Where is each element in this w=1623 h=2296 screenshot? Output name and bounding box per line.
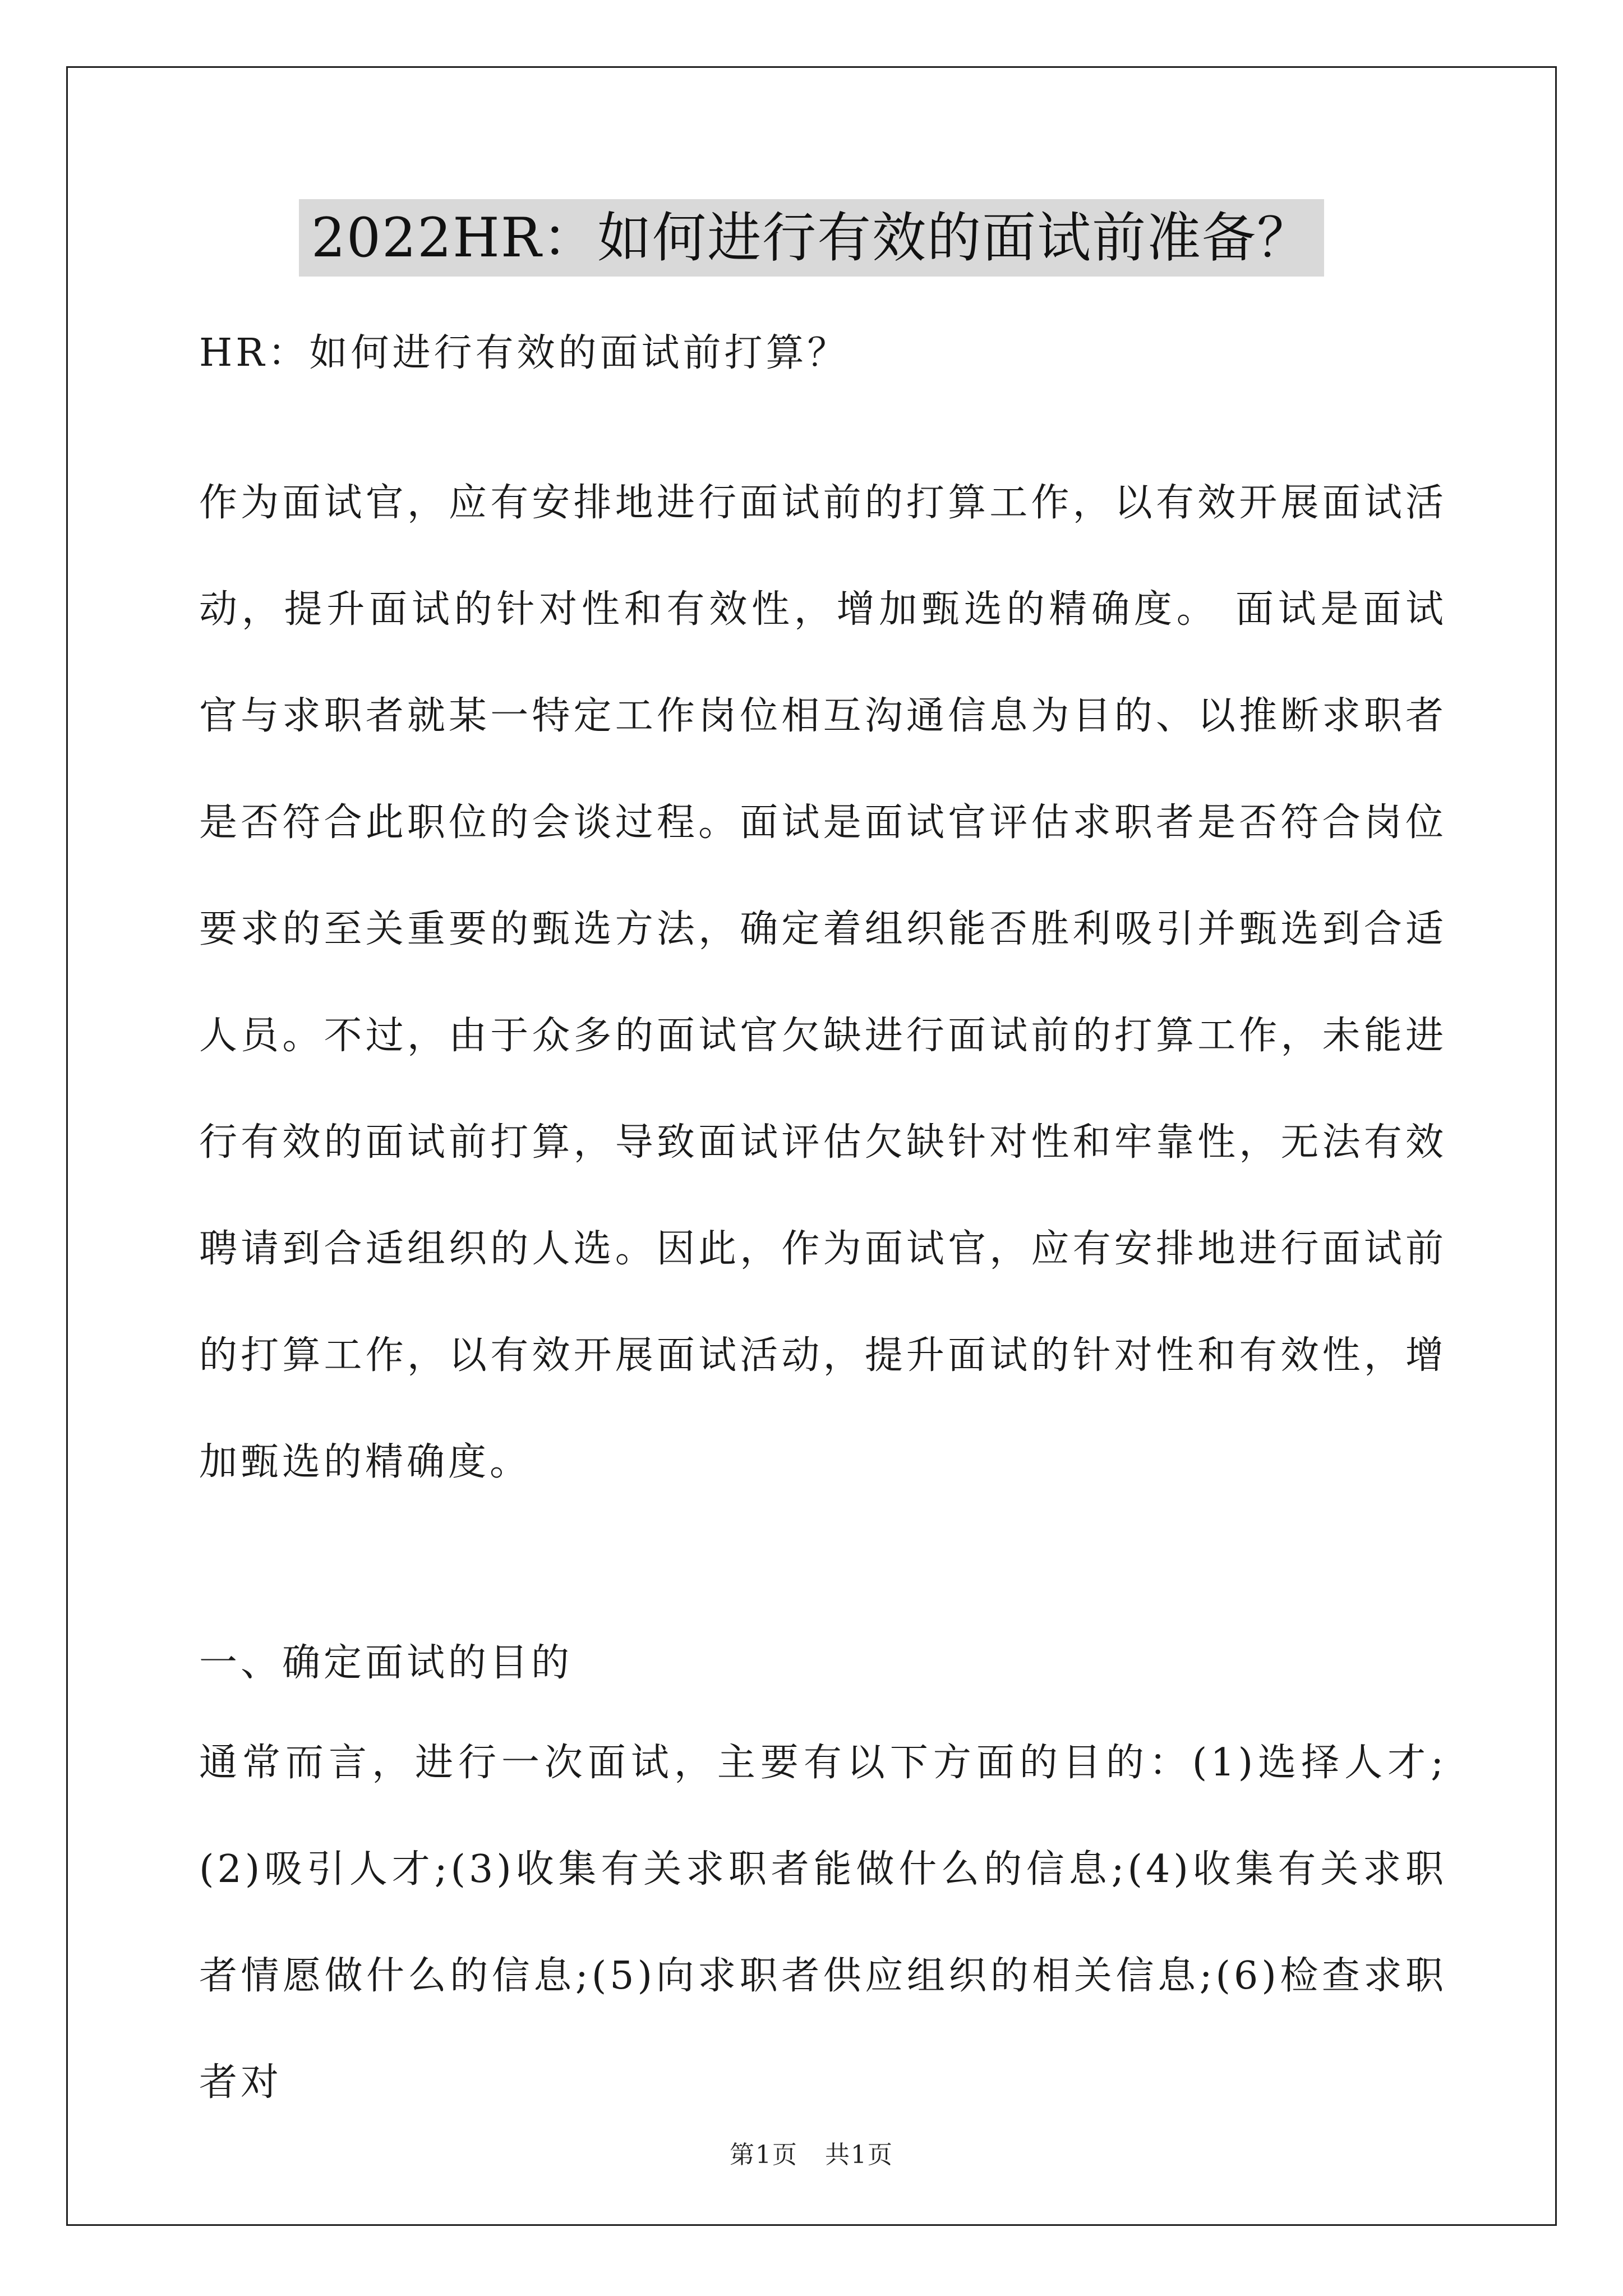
section-paragraph: 通常而言，进行一次面试，主要有以下方面的目的：(1)选择人才;(2)吸引人才;(3)收集有关求职者能做什么的信息;(4)收集有关求职者情愿做什么的信息;(5)向求职者供应组织的相关信息;(6)检查求职者对 (199, 1741, 1447, 2105)
page-number-current: 第1页 (730, 2141, 798, 2169)
document-title: 2022HR：如何进行有效的面试前准备？ (299, 199, 1324, 277)
page-number-total: 共1页 (825, 2141, 893, 2169)
section-heading: 一、确定面试的目的 (199, 1641, 573, 1685)
intro-paragraph: 作为面试官，应有安排地进行面试前的打算工作，以有效开展面试活动，提升面试的针对性和有效性，增加甄选的精确度。 面试是面试官与求职者就某一特定工作岗位相互沟通信息为目的、以推断求职者是否符合此职位的会谈过程。面试是面试官评估求职者是否符合岗位要求的至关重要的甄选方法，确定着组织能否胜利吸引并甄选到合适人员。不过，由于众多的面试官欠缺进行面试前的打算工作，未能进行有效的面试前打算，导致面试评估欠缺针对性和牢靠性，无法有效聘请到合适组织的人选。因此，作为面试官，应有安排地进行面试前的打算工作，以有效开展面试活动，提升面试的针对性和有效性，增加甄选的精确度。 (199, 481, 1447, 1484)
intro-question: HR：如何进行有效的面试前打算？ (199, 331, 849, 375)
title-container (0, 199, 1623, 277)
page-footer (0, 2134, 1623, 2170)
